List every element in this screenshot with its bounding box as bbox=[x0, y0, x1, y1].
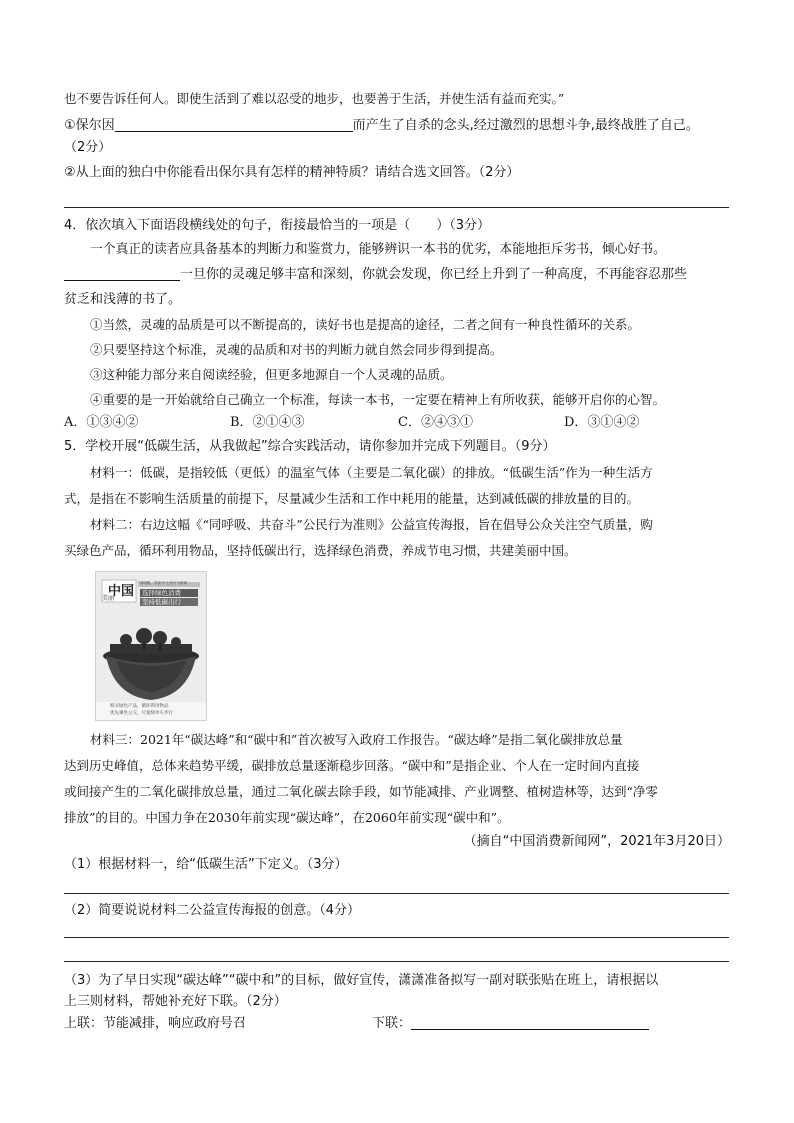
answer-line[interactable] bbox=[64, 893, 729, 894]
paragraph-text: 一旦你的灵魂足够丰富和深刻，你就会发现，你已经上升到了一种高度，不再能容忍那些 bbox=[180, 267, 688, 282]
material-3-line: 达到历史峰值，总体来趋势平缓，碳排放总量逐渐稳步回落。“碳中和”是指企业、个人在一定时间内直接 bbox=[64, 758, 640, 773]
poster-logo-sub: 美丽 bbox=[102, 595, 115, 602]
poster-tag: “同呼吸，共奋斗”公民行为准则 bbox=[138, 581, 188, 585]
question-1 bbox=[64, 116, 730, 136]
sentence-option: ③这种能力部分来自阅读经验，但更多地源自一个人灵魂的品质。 bbox=[90, 367, 453, 382]
sentence-option: ②只要坚持这个标准，灵魂的品质和对书的判断力就自然会同步得到提高。 bbox=[90, 342, 503, 357]
couplet-row bbox=[64, 1014, 730, 1034]
couplet-lower bbox=[372, 1014, 649, 1034]
answer-line[interactable] bbox=[64, 937, 729, 938]
public-welfare-poster bbox=[95, 571, 207, 721]
question-4: 4．依次填入下面语段横线处的句子，衔接最恰当的一项是（ ）（3分） bbox=[64, 218, 491, 233]
question-5: 5．学校开展“低碳生活，从我做起”综合实践活动，请你参加并完成下列题目。（9分） bbox=[64, 439, 556, 454]
material-3-line: 或间接产生的二氧化碳排放总量，通过二氧化碳去除手段，如节能减排、产业调整、植树造林等，达到“净零 bbox=[64, 784, 658, 799]
material-3-line: 排放”的目的。中国力争在2030年前实现“碳达峰”，在2060年前实现“碳中和”。 bbox=[64, 810, 510, 825]
poster-logo: 中国 bbox=[108, 584, 135, 599]
question-2: ②从上面的独白中你能看出保尔具有怎样的精神特质？请结合选文回答。（2分） bbox=[64, 165, 520, 180]
material-2-line: 买绿色产品，循环利用物品，坚持低碳出行，选择绿色消费，养成节电习惯，共建美丽中国。 bbox=[64, 543, 577, 558]
sentence-option: ④重要的是一开始就给自己确立一个标准，每读一本书，一定要在精神上有所收获，能够开启你的心智。 bbox=[90, 392, 666, 407]
sub-question-3: （3）为了早日实现“碳达峰”“碳中和”的目标，做好宣传，潇潇准备拟写一副对联张贴在班上，请根据以 bbox=[64, 973, 659, 988]
poster-footer-2: 优先乘坐公交，尽量骑单车步行 bbox=[110, 711, 173, 716]
answer-blank[interactable] bbox=[115, 117, 353, 132]
option-a[interactable]: A．①③④② bbox=[64, 415, 139, 430]
sub-question-3: 上三则材料，帮她补充好下联。（2分） bbox=[64, 994, 287, 1009]
material-1-line: 材料一：低碳，是指较低（更低）的温室气体（主要是二氧化碳）的排放。“低碳生活”作为一种生活方 bbox=[90, 465, 653, 480]
poster-slogan-2: 坚持低碳出行 bbox=[142, 598, 181, 606]
answer-line[interactable] bbox=[64, 207, 729, 208]
paragraph-line: 贫乏和浅薄的书了。 bbox=[64, 292, 182, 307]
sentence-option: ①当然，灵魂的品质是可以不断提高的，读好书也是提高的途径，二者之间有一种良性循环的关系。 bbox=[90, 317, 641, 332]
source-citation: （摘自“中国消费新闻网”，2021年3月20日） bbox=[463, 834, 730, 849]
question-1-prefix: ①保尔因 bbox=[64, 118, 115, 133]
material-2-line: 材料二：右边这幅《“同呼吸、共奋斗”公民行为准则》公益宣传海报，旨在倡导公众关注空气质量，购 bbox=[90, 517, 653, 532]
answer-blank[interactable] bbox=[64, 266, 180, 281]
sub-question-2: （2）简要说说材料二公益宣传海报的创意。（4分） bbox=[64, 903, 361, 918]
material-1-line: 式，是指在不影响生活质量的前提下，尽量减少生活和工作中耗用的能量，达到减低碳的排放量的目的。 bbox=[64, 491, 640, 506]
paragraph-line bbox=[64, 265, 730, 285]
poster-slogan-1: 选择绿色消费 bbox=[142, 589, 181, 597]
answer-line[interactable] bbox=[64, 961, 729, 962]
couplet-lower-label: 下联： bbox=[372, 1016, 412, 1031]
sub-question-1: （1）根据材料一，给“低碳生活”下定义。（3分） bbox=[64, 857, 348, 872]
question-1-suffix: 而产生了自杀的念头,经过激烈的思想斗争,最终战胜了自己。 bbox=[352, 118, 699, 133]
material-3-line: 材料三：2021年“碳达峰”和“碳中和”首次被写入政府工作报告。“碳达峰”是指二氧化碳排放总量 bbox=[90, 732, 623, 747]
question-1-score: （2分） bbox=[64, 140, 112, 155]
poster-footer-1: 购买绿色产品，循环利用物品 bbox=[110, 704, 169, 709]
paragraph-line: 一个真正的读者应具备基本的判断力和鉴赏力，能够辨识一本书的优劣，本能地拒斥劣书，倾心好书。 bbox=[90, 242, 666, 257]
answer-blank[interactable] bbox=[411, 1015, 649, 1030]
text-line: 也不要告诉任何人。即使生活到了难以忍受的地步，也要善于生活，并使生活有益而充实。” bbox=[64, 91, 565, 106]
option-b[interactable]: B．②①④③ bbox=[230, 415, 305, 430]
option-d[interactable]: D．③①④② bbox=[564, 415, 640, 430]
option-c[interactable]: C．②④③① bbox=[398, 415, 473, 430]
couplet-upper: 上联：节能减排，响应政府号召 bbox=[64, 1016, 247, 1031]
